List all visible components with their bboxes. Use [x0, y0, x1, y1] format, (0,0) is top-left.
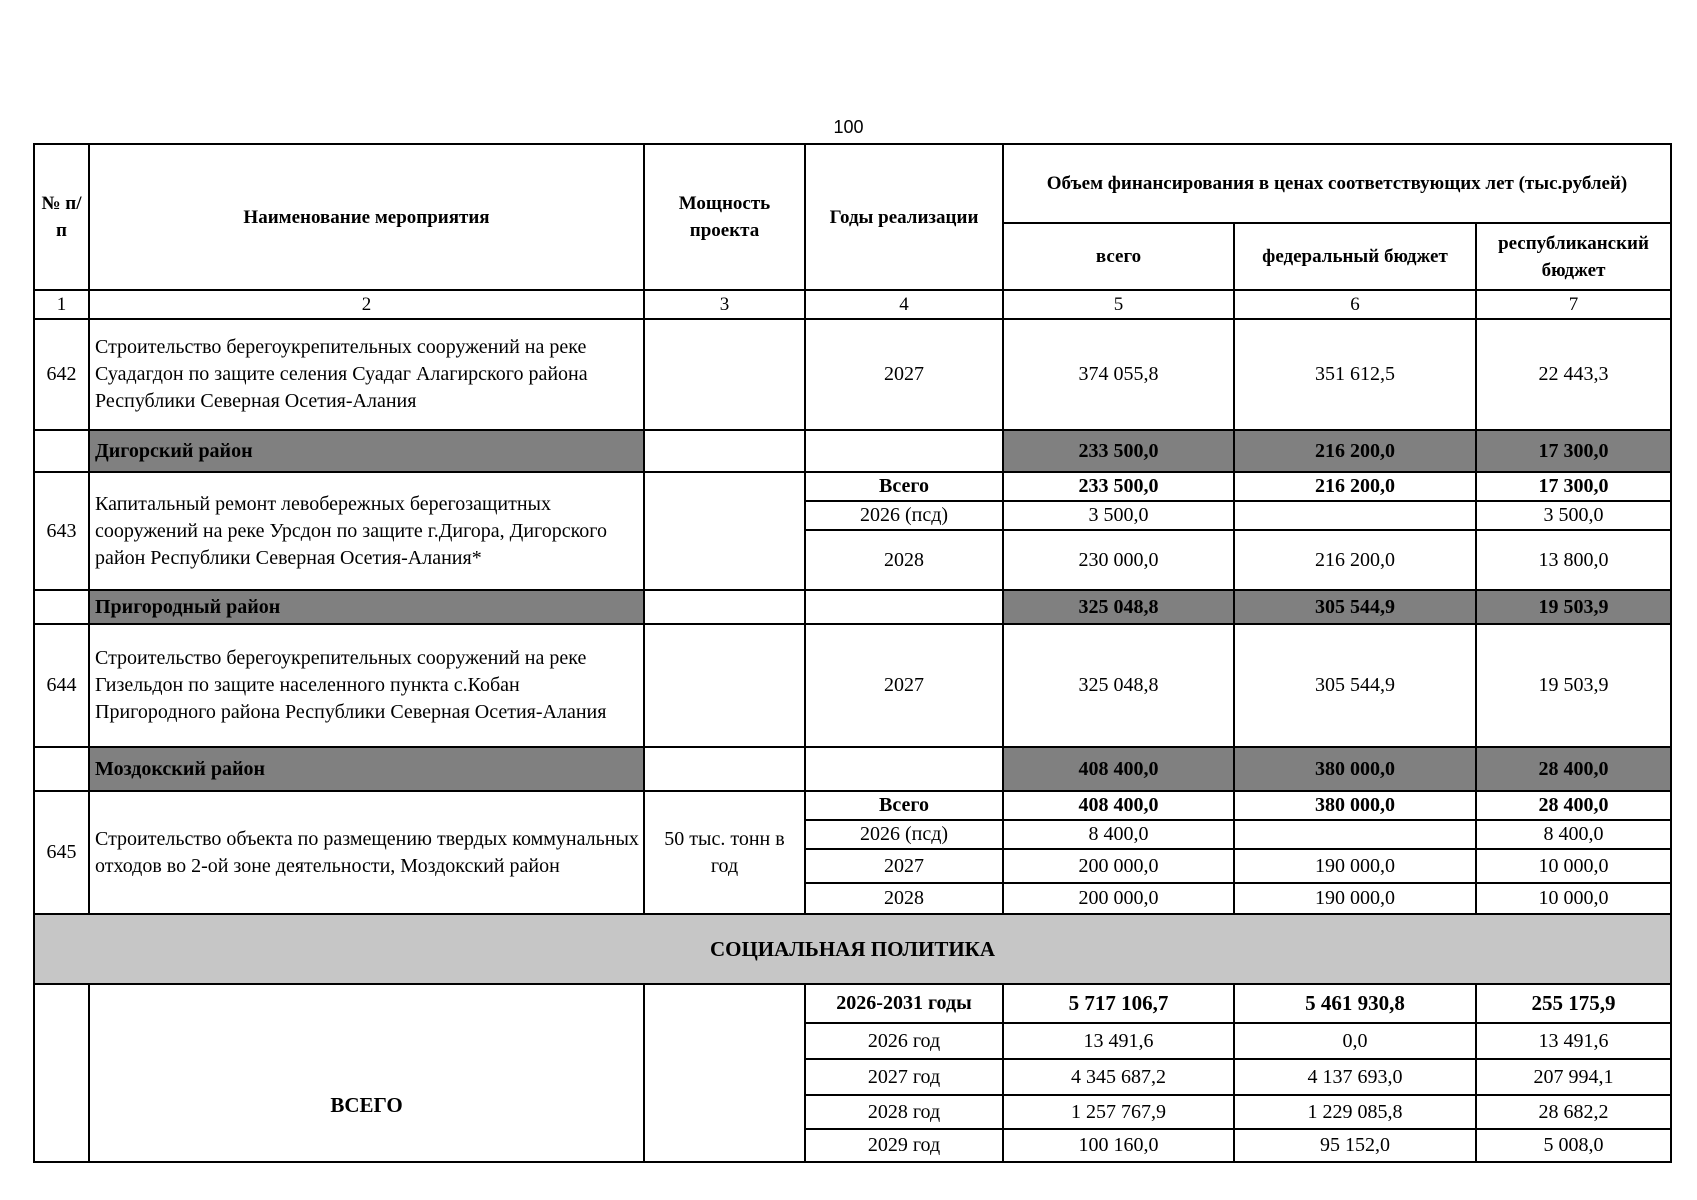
district-federal: 305 544,9 [1234, 590, 1476, 624]
column-number: 3 [644, 290, 805, 319]
row-republic: 10 000,0 [1476, 883, 1671, 914]
district-republic: 19 503,9 [1476, 590, 1671, 624]
district-year [805, 430, 1003, 472]
row-year: 2027 [805, 849, 1003, 883]
row-federal: 216 200,0 [1234, 530, 1476, 590]
total-label: ВСЕГО [89, 984, 644, 1162]
row-federal: 351 612,5 [1234, 319, 1476, 430]
district-num [34, 430, 89, 472]
total-year: 2029 год [805, 1129, 1003, 1162]
total-republic: 5 008,0 [1476, 1129, 1671, 1162]
header-federal: федеральный бюджет [1234, 223, 1476, 290]
district-total: 233 500,0 [1003, 430, 1234, 472]
total-republic: 13 491,6 [1476, 1023, 1671, 1059]
row-year: 2026 (псд) [805, 820, 1003, 849]
row-capacity [644, 624, 805, 747]
total-federal: 1 229 085,8 [1234, 1095, 1476, 1129]
column-number: 6 [1234, 290, 1476, 319]
row-republic: 28 400,0 [1476, 791, 1671, 820]
row-year: Всего [805, 791, 1003, 820]
column-number: 4 [805, 290, 1003, 319]
row-republic: 8 400,0 [1476, 820, 1671, 849]
column-number-row [34, 290, 1671, 319]
row-total: 233 500,0 [1003, 472, 1234, 501]
row-federal: 305 544,9 [1234, 624, 1476, 747]
total-federal: 0,0 [1234, 1023, 1476, 1059]
row-name: Строительство берегоукрепительных сооружений на реке Гизельдон по защите населенного пункта с.Кобан Пригородного района Республики Северная Осетия-Алания [89, 624, 644, 747]
total-republic: 255 175,9 [1476, 984, 1671, 1023]
row-federal [1234, 501, 1476, 530]
column-number: 7 [1476, 290, 1671, 319]
page-number: 100 [833, 117, 864, 137]
row-capacity [644, 319, 805, 430]
total-year: 2028 год [805, 1095, 1003, 1129]
row-republic: 22 443,3 [1476, 319, 1671, 430]
row-total: 3 500,0 [1003, 501, 1234, 530]
total-republic: 28 682,2 [1476, 1095, 1671, 1129]
district-republic: 17 300,0 [1476, 430, 1671, 472]
total-total: 13 491,6 [1003, 1023, 1234, 1059]
column-number: 2 [89, 290, 644, 319]
header-num: № п/п [34, 144, 89, 290]
table-row [34, 624, 1671, 747]
row-republic: 17 300,0 [1476, 472, 1671, 501]
district-federal: 380 000,0 [1234, 747, 1476, 791]
header-name: Наименование мероприятия [89, 144, 644, 290]
row-republic: 19 503,9 [1476, 624, 1671, 747]
row-year: 2026 (псд) [805, 501, 1003, 530]
total-row [34, 984, 1671, 1023]
total-capacity [644, 984, 805, 1162]
row-year: 2027 [805, 319, 1003, 430]
district-capacity [644, 590, 805, 624]
total-federal: 5 461 930,8 [1234, 984, 1476, 1023]
row-name: Строительство объекта по размещению твердых коммунальных отходов во 2-ой зоне деятельности, Моздокский район [89, 791, 644, 914]
row-federal: 190 000,0 [1234, 849, 1476, 883]
row-year: 2028 [805, 530, 1003, 590]
total-total: 4 345 687,2 [1003, 1059, 1234, 1095]
total-year: 2027 год [805, 1059, 1003, 1095]
row-federal [1234, 820, 1476, 849]
row-total: 374 055,8 [1003, 319, 1234, 430]
row-year: 2027 [805, 624, 1003, 747]
header-total: всего [1003, 223, 1234, 290]
column-number: 1 [34, 290, 89, 319]
district-year [805, 590, 1003, 624]
header-funding: Объем финансирования в ценах соответствующих лет (тыс.рублей) [1003, 144, 1671, 223]
district-year [805, 747, 1003, 791]
row-federal: 380 000,0 [1234, 791, 1476, 820]
total-year: 2026 год [805, 1023, 1003, 1059]
financing-table [33, 143, 1672, 1163]
district-capacity [644, 747, 805, 791]
row-num: 643 [34, 472, 89, 590]
district-federal: 216 200,0 [1234, 430, 1476, 472]
row-total: 325 048,8 [1003, 624, 1234, 747]
row-year: 2028 [805, 883, 1003, 914]
table-row [34, 319, 1671, 430]
total-federal: 95 152,0 [1234, 1129, 1476, 1162]
row-republic: 3 500,0 [1476, 501, 1671, 530]
total-num [34, 984, 89, 1162]
section-title: СОЦИАЛЬНАЯ ПОЛИТИКА [34, 914, 1671, 984]
row-capacity [644, 472, 805, 590]
district-num [34, 747, 89, 791]
district-row-digor [34, 430, 1671, 472]
column-number: 5 [1003, 290, 1234, 319]
row-federal: 216 200,0 [1234, 472, 1476, 501]
row-name: Капитальный ремонт левобережных берегозащитных сооружений на реке Урсдон по защите г.Дигора, Дигорского район Республики Северная Осетия-Алания* [89, 472, 644, 590]
district-total: 325 048,8 [1003, 590, 1234, 624]
total-total: 1 257 767,9 [1003, 1095, 1234, 1129]
total-republic: 207 994,1 [1476, 1059, 1671, 1095]
district-row-mozdok [34, 747, 1671, 791]
total-federal: 4 137 693,0 [1234, 1059, 1476, 1095]
row-republic: 13 800,0 [1476, 530, 1671, 590]
header-capacity: Мощность проекта [644, 144, 805, 290]
row-total: 200 000,0 [1003, 849, 1234, 883]
row-federal: 190 000,0 [1234, 883, 1476, 914]
district-name: Дигорский район [89, 430, 644, 472]
row-total: 230 000,0 [1003, 530, 1234, 590]
row-num: 645 [34, 791, 89, 914]
row-total: 408 400,0 [1003, 791, 1234, 820]
district-name: Моздокский район [89, 747, 644, 791]
row-capacity: 50 тыс. тонн в год [644, 791, 805, 914]
district-row-prigorod [34, 590, 1671, 624]
total-total: 100 160,0 [1003, 1129, 1234, 1162]
table-row [34, 472, 1671, 501]
row-total: 8 400,0 [1003, 820, 1234, 849]
table-row [34, 791, 1671, 820]
district-total: 408 400,0 [1003, 747, 1234, 791]
district-num [34, 590, 89, 624]
district-capacity [644, 430, 805, 472]
row-num: 644 [34, 624, 89, 747]
header-row [34, 144, 1671, 223]
row-num: 642 [34, 319, 89, 430]
total-total: 5 717 106,7 [1003, 984, 1234, 1023]
total-year: 2026-2031 годы [805, 984, 1003, 1023]
row-republic: 10 000,0 [1476, 849, 1671, 883]
section-row [34, 914, 1671, 984]
header-years: Годы реализации [805, 144, 1003, 290]
row-year: Всего [805, 472, 1003, 501]
row-total: 200 000,0 [1003, 883, 1234, 914]
header-republic: республиканский бюджет [1476, 223, 1671, 290]
district-republic: 28 400,0 [1476, 747, 1671, 791]
row-name: Строительство берегоукрепительных сооружений на реке Суадагдон по защите селения Суадаг Алагирского района Республики Северная Осетия-Алания [89, 319, 644, 430]
district-name: Пригородный район [89, 590, 644, 624]
